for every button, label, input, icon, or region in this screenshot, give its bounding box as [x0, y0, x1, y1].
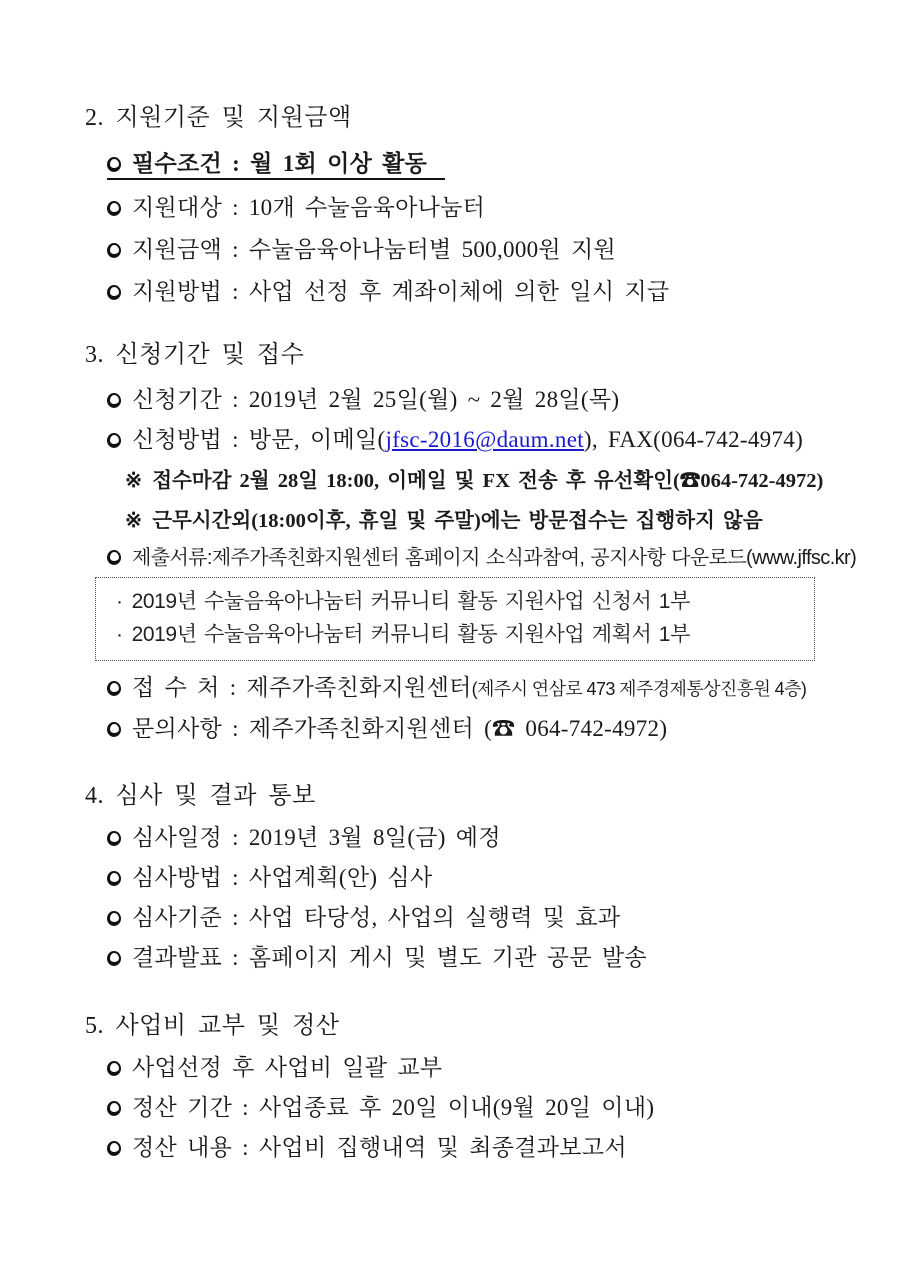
circle-bullet-icon: [107, 433, 121, 448]
circle-bullet-icon: [107, 1101, 121, 1116]
settlement-period-text: 정산 기간 : 사업종료 후 20일 이내(9월 20일 이내): [132, 1095, 655, 1120]
circle-bullet-icon: [107, 722, 121, 737]
support-target-text: 지원대상 : 10개 수눌음육아나눔터: [132, 195, 486, 220]
grant-text: 사업선정 후 사업비 일괄 교부: [132, 1055, 443, 1080]
required-condition-underline: [107, 151, 445, 180]
list-item-review-method: [85, 863, 880, 893]
support-method-text: 지원방법 : 사업 선정 후 계좌이체에 의한 일시 지급: [132, 279, 670, 304]
list-item-required-condition: [85, 149, 880, 179]
application-method-prefix: 신청방법 : 방문, 이메일(: [132, 427, 386, 452]
section5-heading: 5. 사업비 교부 및 정산: [85, 1013, 340, 1039]
result-announcement-text: 결과발표 : 홈페이지 게시 및 별도 기관 공문 발송: [132, 945, 647, 970]
list-item-required-documents: [85, 542, 880, 573]
application-method-suffix: ), FAX(064-742-4974): [583, 427, 804, 452]
list-item-review-schedule: [85, 823, 880, 853]
attachment-item: [116, 618, 804, 651]
circle-bullet-icon: [107, 1141, 121, 1156]
reference-mark-icon: ※: [125, 470, 143, 492]
note-office-hours-text: 근무시간외(18:00이후, 휴일 및 주말)에는 방문접수는 집행하지 않음: [152, 510, 763, 532]
list-item-review-criteria: [85, 903, 880, 933]
section4-heading: 4. 심사 및 결과 통보: [85, 783, 316, 809]
section-review: [85, 781, 880, 973]
circle-bullet-icon: [107, 951, 121, 966]
circle-bullet-icon: [107, 550, 121, 565]
circle-bullet-icon: [107, 1061, 121, 1076]
review-schedule-text: 심사일정 : 2019년 3월 8일(금) 예정: [132, 825, 501, 850]
required-documents-text: 제출서류:제주가족친화지원센터 홈페이지 소식과참여, 공지사항 다운로드(www.jffsc.kr): [132, 547, 857, 569]
list-item-application-period: [85, 385, 880, 415]
list-item-support-method: [85, 277, 880, 307]
application-period-text: 신청기간 : 2019년 2월 25일(월) ~ 2월 28일(목): [132, 387, 620, 412]
circle-bullet-icon: [107, 201, 121, 216]
attachment-item-text: 2019년 수눌음육아나눔터 커뮤니티 활동 지원사업 신청서 1부: [131, 590, 690, 613]
attachment-item-text: 2019년 수눌음육아나눔터 커뮤니티 활동 지원사업 계획서 1부: [131, 623, 690, 646]
email-link[interactable]: jfsc-2016@daum.net: [385, 427, 584, 452]
attachment-box: [95, 577, 815, 661]
support-amount-text: 지원금액 : 수눌음육아나눔터별 500,000원 지원: [132, 237, 617, 262]
section-support-criteria: [85, 103, 880, 307]
circle-bullet-icon: [107, 911, 121, 926]
list-item-settlement-period: [85, 1093, 880, 1123]
note-office-hours: [85, 507, 880, 535]
attachment-item: [116, 585, 804, 618]
contact-text: 문의사항 : 제주가족친화지원센터 (☎ 064-742-4972): [132, 716, 668, 741]
list-item-application-method: [85, 425, 880, 455]
dot-bullet-icon: ·: [116, 623, 123, 646]
section-application: [85, 340, 880, 744]
reception-place-text: 접 수 처 : 제주가족친화지원센터: [132, 675, 472, 700]
circle-bullet-icon: [107, 157, 121, 172]
list-item-grant: [85, 1053, 880, 1083]
note-deadline: [85, 467, 880, 495]
note-deadline-text: 접수마감 2월 28일 18:00, 이메일 및 FX 전송 후 유선확인(☎064-742-4972): [152, 470, 824, 492]
dot-bullet-icon: ·: [116, 590, 123, 613]
list-item-reception-place: [85, 673, 880, 704]
reception-place-address: (제주시 연삼로 473 제주경제통상진흥원 4층): [471, 679, 807, 699]
circle-bullet-icon: [107, 243, 121, 258]
required-condition-text: 필수조건 : 월 1회 이상 활동: [132, 151, 428, 176]
section3-heading: 3. 신청기간 및 접수: [85, 342, 305, 368]
section-settlement: [85, 1011, 880, 1163]
circle-bullet-icon: [107, 831, 121, 846]
list-item-contact: [85, 714, 880, 744]
section2-heading: 2. 지원기준 및 지원금액: [85, 105, 352, 131]
settlement-content-text: 정산 내용 : 사업비 집행내역 및 최종결과보고서: [132, 1135, 627, 1160]
circle-bullet-icon: [107, 393, 121, 408]
list-item-support-amount: [85, 235, 880, 265]
circle-bullet-icon: [107, 285, 121, 300]
review-method-text: 심사방법 : 사업계획(안) 심사: [132, 865, 433, 890]
circle-bullet-icon: [107, 871, 121, 886]
list-item-support-target: [85, 193, 880, 223]
circle-bullet-icon: [107, 681, 121, 696]
reference-mark-icon: ※: [125, 510, 143, 532]
review-criteria-text: 심사기준 : 사업 타당성, 사업의 실행력 및 효과: [132, 905, 621, 930]
list-item-result-announcement: [85, 943, 880, 973]
list-item-settlement-content: [85, 1133, 880, 1163]
